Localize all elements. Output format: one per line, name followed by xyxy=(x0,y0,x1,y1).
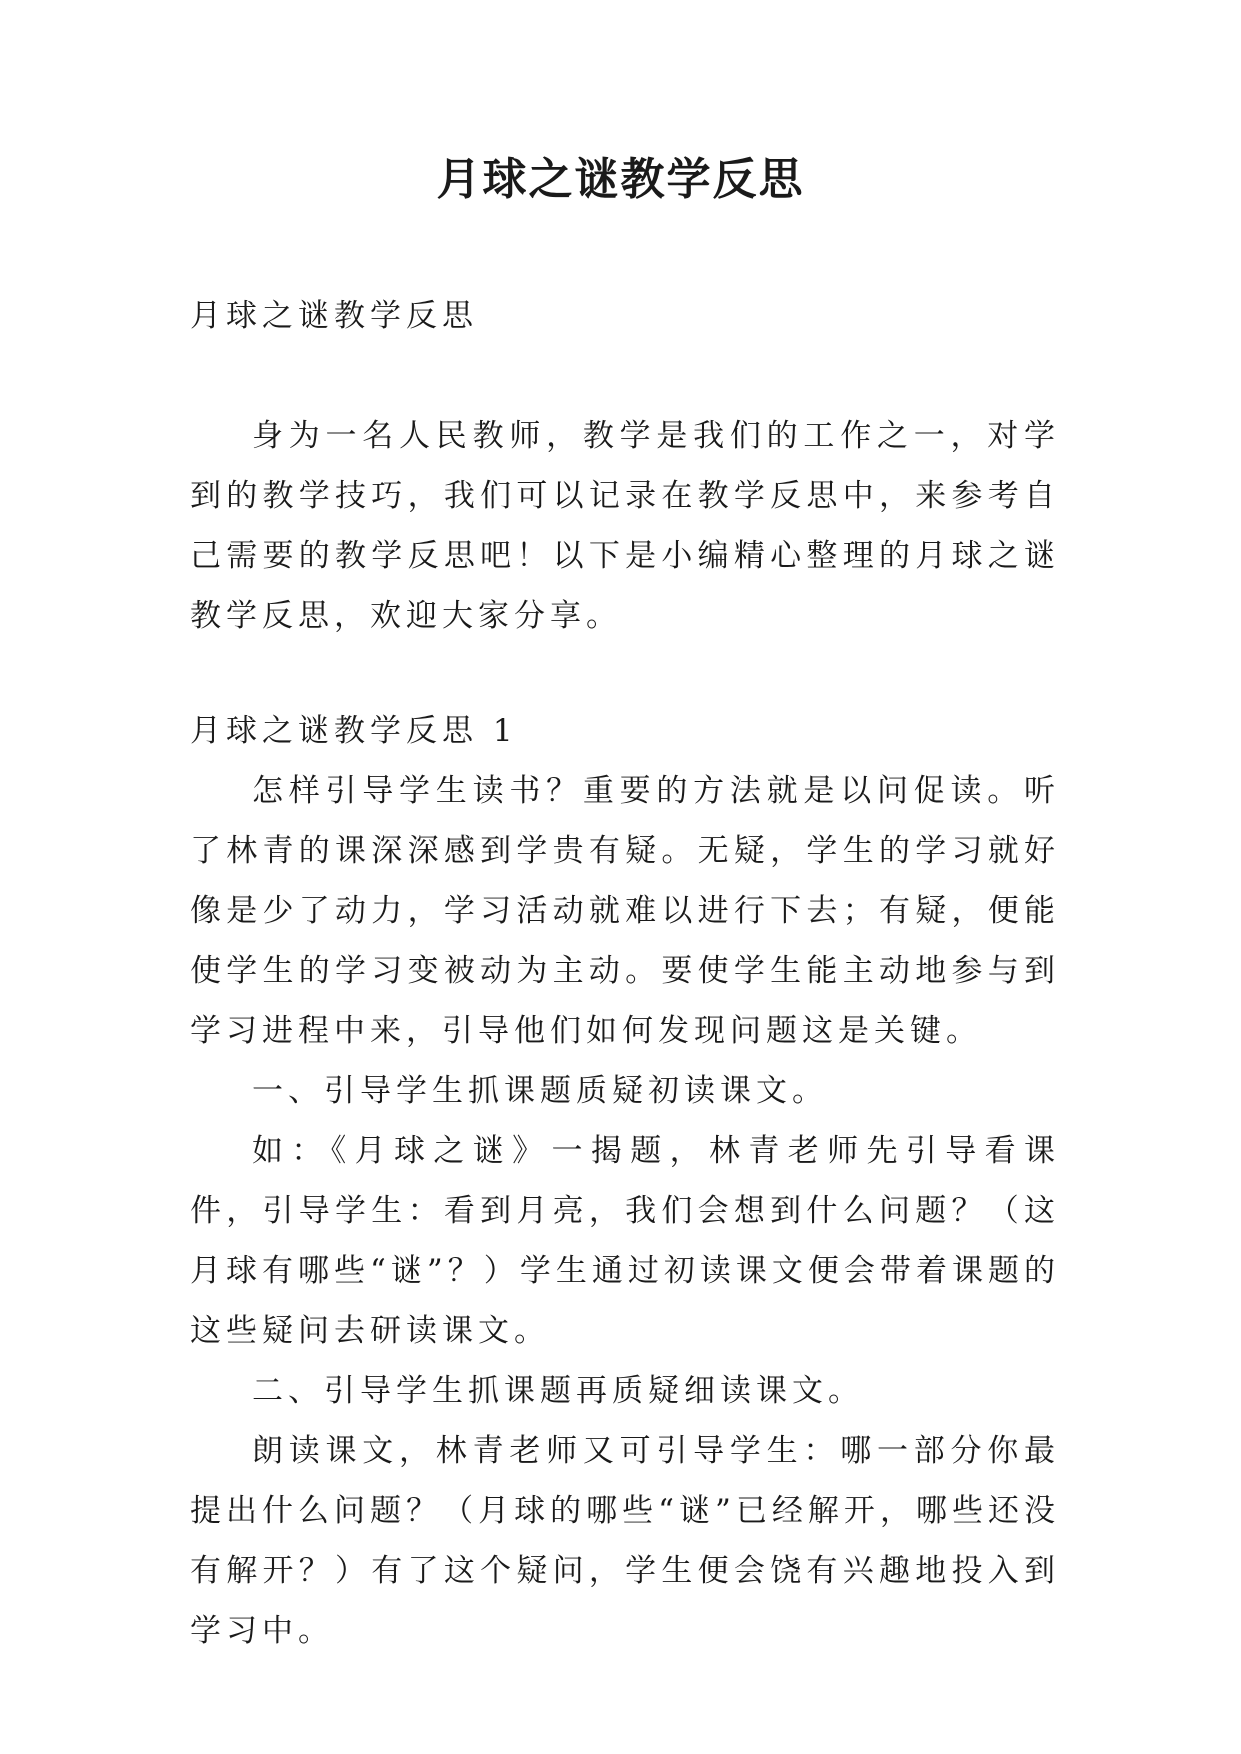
list-heading-one: 一、引导学生抓课题质疑初读课文。 xyxy=(252,1073,828,1109)
document-title: 月球之谜教学反思 xyxy=(436,154,805,205)
document-body xyxy=(190,286,1060,1661)
document-subtitle: 月球之谜教学反思 xyxy=(190,298,478,334)
body-paragraph: 如：《月球之谜》一揭题，林青老师先引导看课件，引导学生：看到月亮，我们会想到什么问题？（这月球有哪些“谜”？）学生通过初读课文便会带着课题的这些疑问去研读课文。 xyxy=(190,1133,1060,1349)
body-paragraph: 怎样引导学生读书？重要的方法就是以问促读。听了林青的课深深感到学贵有疑。无疑，学生的学习就好像是少了动力，学习活动就难以进行下去；有疑，便能使学生的学习变被动为主动。要使学生能主动地参与到学习进程中来，引导他们如何发现问题这是关键。 xyxy=(190,773,1060,1049)
list-heading-two: 二、引导学生抓课题再质疑细读课文。 xyxy=(252,1373,864,1409)
intro-paragraph: 身为一名人民教师，教学是我们的工作之一，对学到的教学技巧，我们可以记录在教学反思中，来参考自己需要的教学反思吧！以下是小编精心整理的月球之谜教学反思，欢迎大家分享。 xyxy=(190,418,1060,634)
body-paragraph: 朗读课文，林青老师又可引导学生：哪一部分你最提出什么问题？（月球的哪些“谜”已经解开，哪些还没有解开？）有了这个疑问，学生便会饶有兴趣地投入到学习中。 xyxy=(190,1433,1060,1649)
section-heading: 月球之谜教学反思 1 xyxy=(190,713,518,749)
